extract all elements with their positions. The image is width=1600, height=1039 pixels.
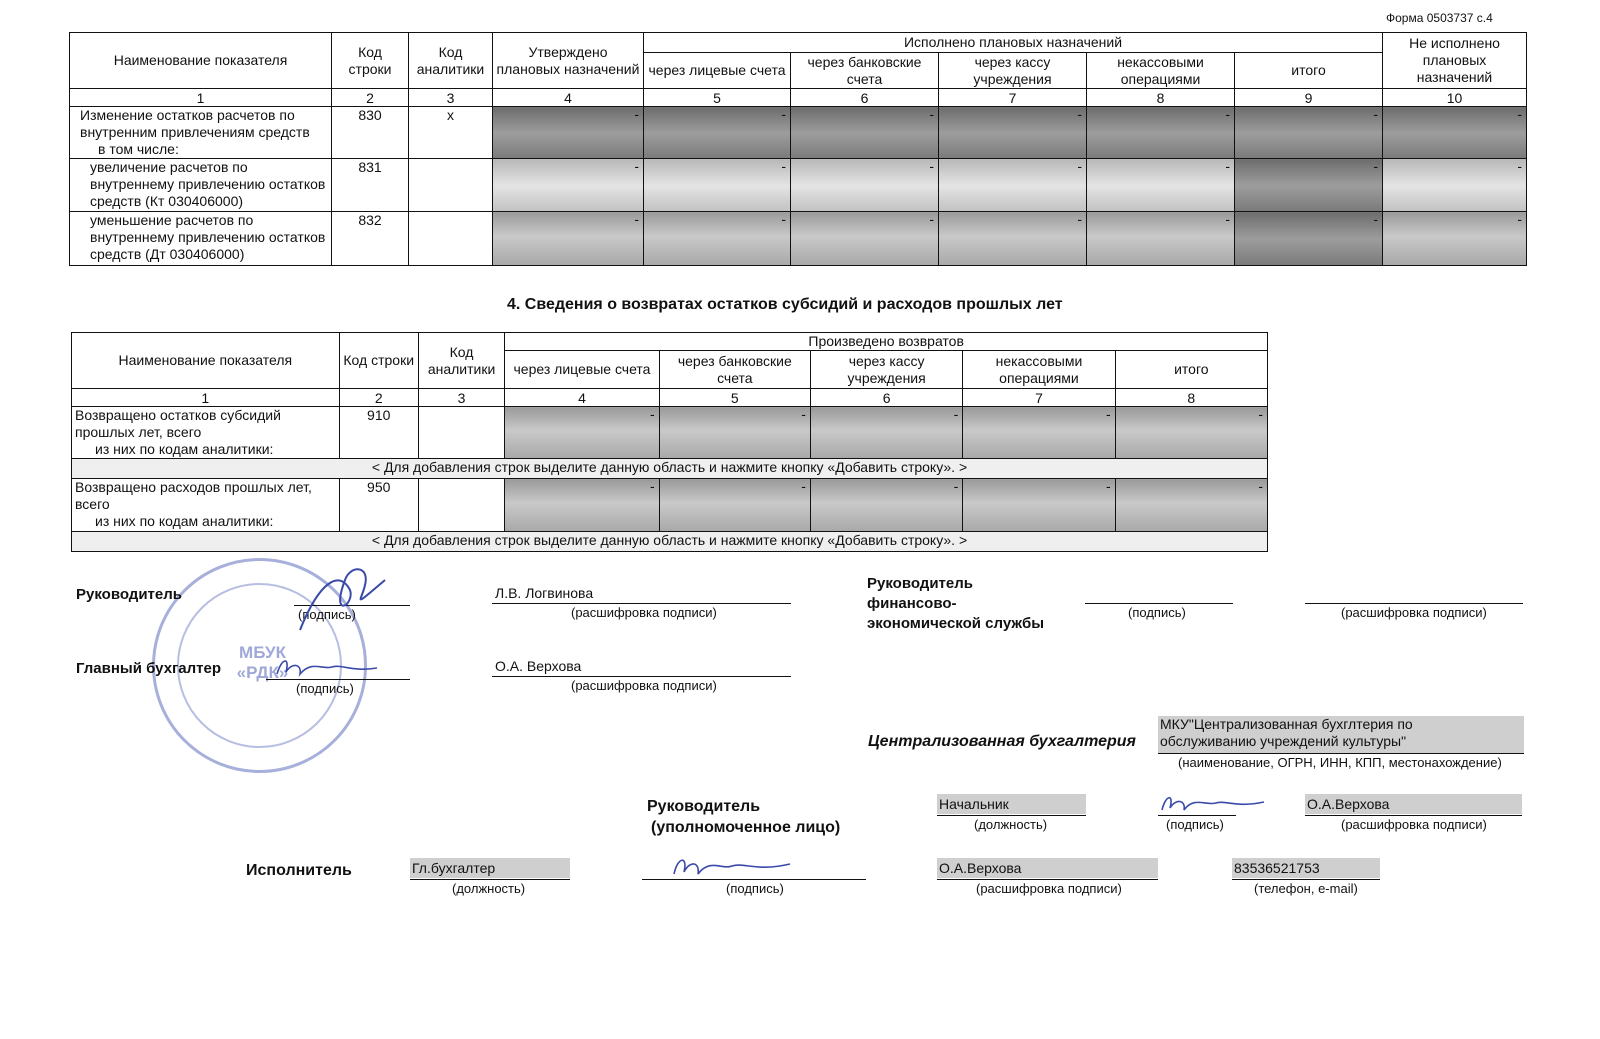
row-code: 910 [339, 407, 418, 459]
col-number: 9 [1235, 89, 1383, 107]
org-line [1158, 753, 1524, 754]
executor-phone: 83536521753 [1232, 858, 1380, 878]
col-number: 4 [505, 389, 659, 407]
decode-line [1305, 815, 1522, 816]
col-number: 6 [810, 389, 962, 407]
row-name: Изменение остатков расчетов по внутренним привлечениям средств в том числе: [70, 107, 332, 159]
value-cell[interactable]: - [493, 159, 644, 212]
org-caption: (наименование, ОГРН, ИНН, КПП, местонахождение) [1178, 755, 1502, 770]
header-personal-accounts: через лицевые счета [644, 53, 791, 89]
value-cell[interactable]: - [791, 107, 939, 159]
authorized-label: Руководитель (уполномоченное лицо) [647, 798, 841, 836]
value-cell[interactable]: - [659, 407, 810, 459]
section-title: 4. Сведения о возвратах остатков субсидий и расходов прошлых лет [507, 296, 1063, 313]
header-returned-group: Произведено возвратов [505, 333, 1268, 351]
col-number: 1 [72, 389, 340, 407]
value-cell[interactable]: - [1115, 407, 1267, 459]
head-signature-icon [290, 560, 400, 640]
value-cell[interactable]: - [1383, 212, 1527, 266]
header-cashdesk: через кассу учреждения [810, 351, 962, 389]
value-cell[interactable]: - [939, 212, 1087, 266]
decode-line [937, 879, 1158, 880]
table-row [72, 407, 1268, 459]
signature-caption: (подпись) [1166, 817, 1224, 832]
value-cell[interactable]: - [963, 479, 1115, 532]
header-bank-accounts: через банковские счета [659, 351, 810, 389]
col-number: 1 [70, 89, 332, 107]
stamp-center-text: МБУК «РДК» [236, 643, 289, 682]
value-cell[interactable]: - [644, 107, 791, 159]
executor-signature-icon [670, 852, 800, 880]
position-caption: (должность) [974, 817, 1048, 832]
row-analytic: х [409, 107, 493, 159]
row-name: Возвращено остатков субсидий прошлых лет, всего из них по кодам аналитики: [72, 407, 340, 459]
header-row-code: Код строки [339, 333, 418, 389]
head-label: Руководитель [76, 586, 182, 603]
head-name: Л.В. Логвинова [495, 585, 594, 601]
col-number: 3 [418, 389, 504, 407]
value-cell[interactable]: - [791, 212, 939, 266]
signature-caption: (подпись) [1128, 605, 1186, 620]
header-name: Наименование показателя [72, 333, 340, 389]
authorized-position: Начальник [937, 794, 1086, 814]
col-number: 6 [791, 89, 939, 107]
value-cell[interactable]: - [963, 407, 1115, 459]
row-analytic[interactable] [418, 407, 504, 459]
row-analytic[interactable] [418, 479, 504, 532]
col-number: 5 [644, 89, 791, 107]
value-cell[interactable]: - [1235, 159, 1383, 212]
signature-caption: (подпись) [726, 881, 784, 896]
value-cell[interactable]: - [1115, 479, 1267, 532]
position-caption: (должность) [452, 881, 526, 896]
value-cell[interactable]: - [810, 479, 962, 532]
central-accounting-name: МКУ"Централизованная бухглтерия по обслуживанию учреждений культуры" [1158, 716, 1524, 753]
value-cell[interactable]: - [493, 107, 644, 159]
decode-caption: (расшифровка подписи) [571, 605, 717, 620]
add-row-hint[interactable]: < Для добавления строк выделите данную область и нажмите кнопку «Добавить строку». > [72, 532, 1268, 552]
fin-head-label: Руководитель финансово- экономической службы [867, 575, 1045, 632]
col-number: 2 [339, 389, 418, 407]
value-cell[interactable]: - [1235, 212, 1383, 266]
table-row [72, 479, 1268, 532]
header-analytic-code: Код аналитики [409, 33, 493, 89]
row-name: Возвращено расходов прошлых лет, всего из них по кодам аналитики: [72, 479, 340, 532]
chief-accountant-signature-icon [272, 652, 382, 682]
header-row-code: Код строки [332, 33, 409, 89]
value-cell[interactable]: - [1383, 107, 1527, 159]
header-name: Наименование показателя [70, 33, 332, 89]
authorized-name: О.А.Верхова [1305, 794, 1522, 814]
col-number: 7 [963, 389, 1115, 407]
value-cell[interactable]: - [939, 159, 1087, 212]
col-number: 10 [1383, 89, 1527, 107]
value-cell[interactable]: - [791, 159, 939, 212]
add-row-hint[interactable]: < Для добавления строк выделите данную область и нажмите кнопку «Добавить строку». > [72, 459, 1268, 479]
executor-label: Исполнитель [246, 862, 352, 879]
value-cell[interactable]: - [659, 479, 810, 532]
value-cell[interactable]: - [505, 407, 659, 459]
position-line [937, 815, 1086, 816]
fin-decode-line [1305, 603, 1523, 604]
row-code: 832 [332, 212, 409, 266]
row-analytic [409, 159, 493, 212]
phone-caption: (телефон, e-mail) [1254, 881, 1358, 896]
signature-line [1158, 815, 1236, 816]
value-cell[interactable]: - [644, 159, 791, 212]
value-cell[interactable]: - [505, 479, 659, 532]
table-returns [71, 332, 1268, 552]
decode-line [492, 603, 791, 604]
col-number: 5 [659, 389, 810, 407]
decode-line [492, 676, 791, 677]
position-line [410, 879, 570, 880]
header-analytic-code: Код аналитики [418, 333, 504, 389]
col-number: 4 [493, 89, 644, 107]
value-cell[interactable]: - [493, 212, 644, 266]
phone-line [1232, 879, 1380, 880]
row-code: 830 [332, 107, 409, 159]
value-cell[interactable]: - [644, 212, 791, 266]
header-personal-accounts: через лицевые счета [505, 351, 659, 389]
row-name: увеличение расчетов по внутреннему привлечению остатков средств (Кт 030406000) [70, 159, 332, 212]
header-approved: Утверждено плановых назначений [493, 33, 644, 89]
value-cell[interactable]: - [1383, 159, 1527, 212]
decode-caption: (расшифровка подписи) [976, 881, 1122, 896]
executor-name: О.А.Верхова [937, 858, 1158, 878]
col-number: 8 [1087, 89, 1235, 107]
col-number: 2 [332, 89, 409, 107]
row-name: уменьшение расчетов по внутреннему привлечению остатков средств (Дт 030406000) [70, 212, 332, 266]
header-not-executed: Не исполнено плановых назначений [1383, 33, 1527, 89]
header-noncash: некассовыми операциями [963, 351, 1115, 389]
signature-caption: (подпись) [298, 607, 356, 622]
value-cell[interactable]: - [810, 407, 962, 459]
table-row [70, 212, 1527, 266]
central-accounting-label: Централизованная бухгалтерия [868, 733, 1136, 750]
row-code: 831 [332, 159, 409, 212]
signature-line [642, 879, 866, 880]
decode-caption: (расшифровка подписи) [1341, 605, 1487, 620]
table-plan-execution [69, 32, 1527, 266]
value-cell[interactable]: - [1235, 107, 1383, 159]
col-number: 7 [939, 89, 1087, 107]
signature-caption: (подпись) [296, 681, 354, 696]
header-total: итого [1115, 351, 1267, 389]
fin-signature-line [1085, 603, 1233, 604]
value-cell[interactable]: - [1087, 107, 1235, 159]
header-executed-group: Исполнено плановых назначений [644, 33, 1383, 53]
header-total: итого [1235, 53, 1383, 89]
table-row [70, 107, 1527, 159]
row-code: 950 [339, 479, 418, 532]
add-row-area[interactable] [72, 532, 1268, 552]
col-number: 3 [409, 89, 493, 107]
header-noncash: некассовыми операциями [1087, 53, 1235, 89]
header-cashdesk: через кассу учреждения [939, 53, 1087, 89]
value-cell[interactable]: - [939, 107, 1087, 159]
form-code: Форма 0503737 с.4 [1386, 11, 1493, 25]
chief-accountant-name: О.А. Верхова [495, 658, 582, 674]
value-cell[interactable]: - [1087, 159, 1235, 212]
row-analytic [409, 212, 493, 266]
col-number: 8 [1115, 389, 1267, 407]
chief-accountant-label: Главный бухгалтер [76, 660, 222, 677]
authorized-signature-icon [1158, 790, 1268, 816]
add-row-area[interactable] [72, 459, 1268, 479]
header-bank-accounts: через банковские счета [791, 53, 939, 89]
decode-caption: (расшифровка подписи) [571, 678, 717, 693]
table-row [70, 159, 1527, 212]
value-cell[interactable]: - [1087, 212, 1235, 266]
decode-caption: (расшифровка подписи) [1341, 817, 1487, 832]
executor-position: Гл.бухгалтер [410, 858, 570, 878]
